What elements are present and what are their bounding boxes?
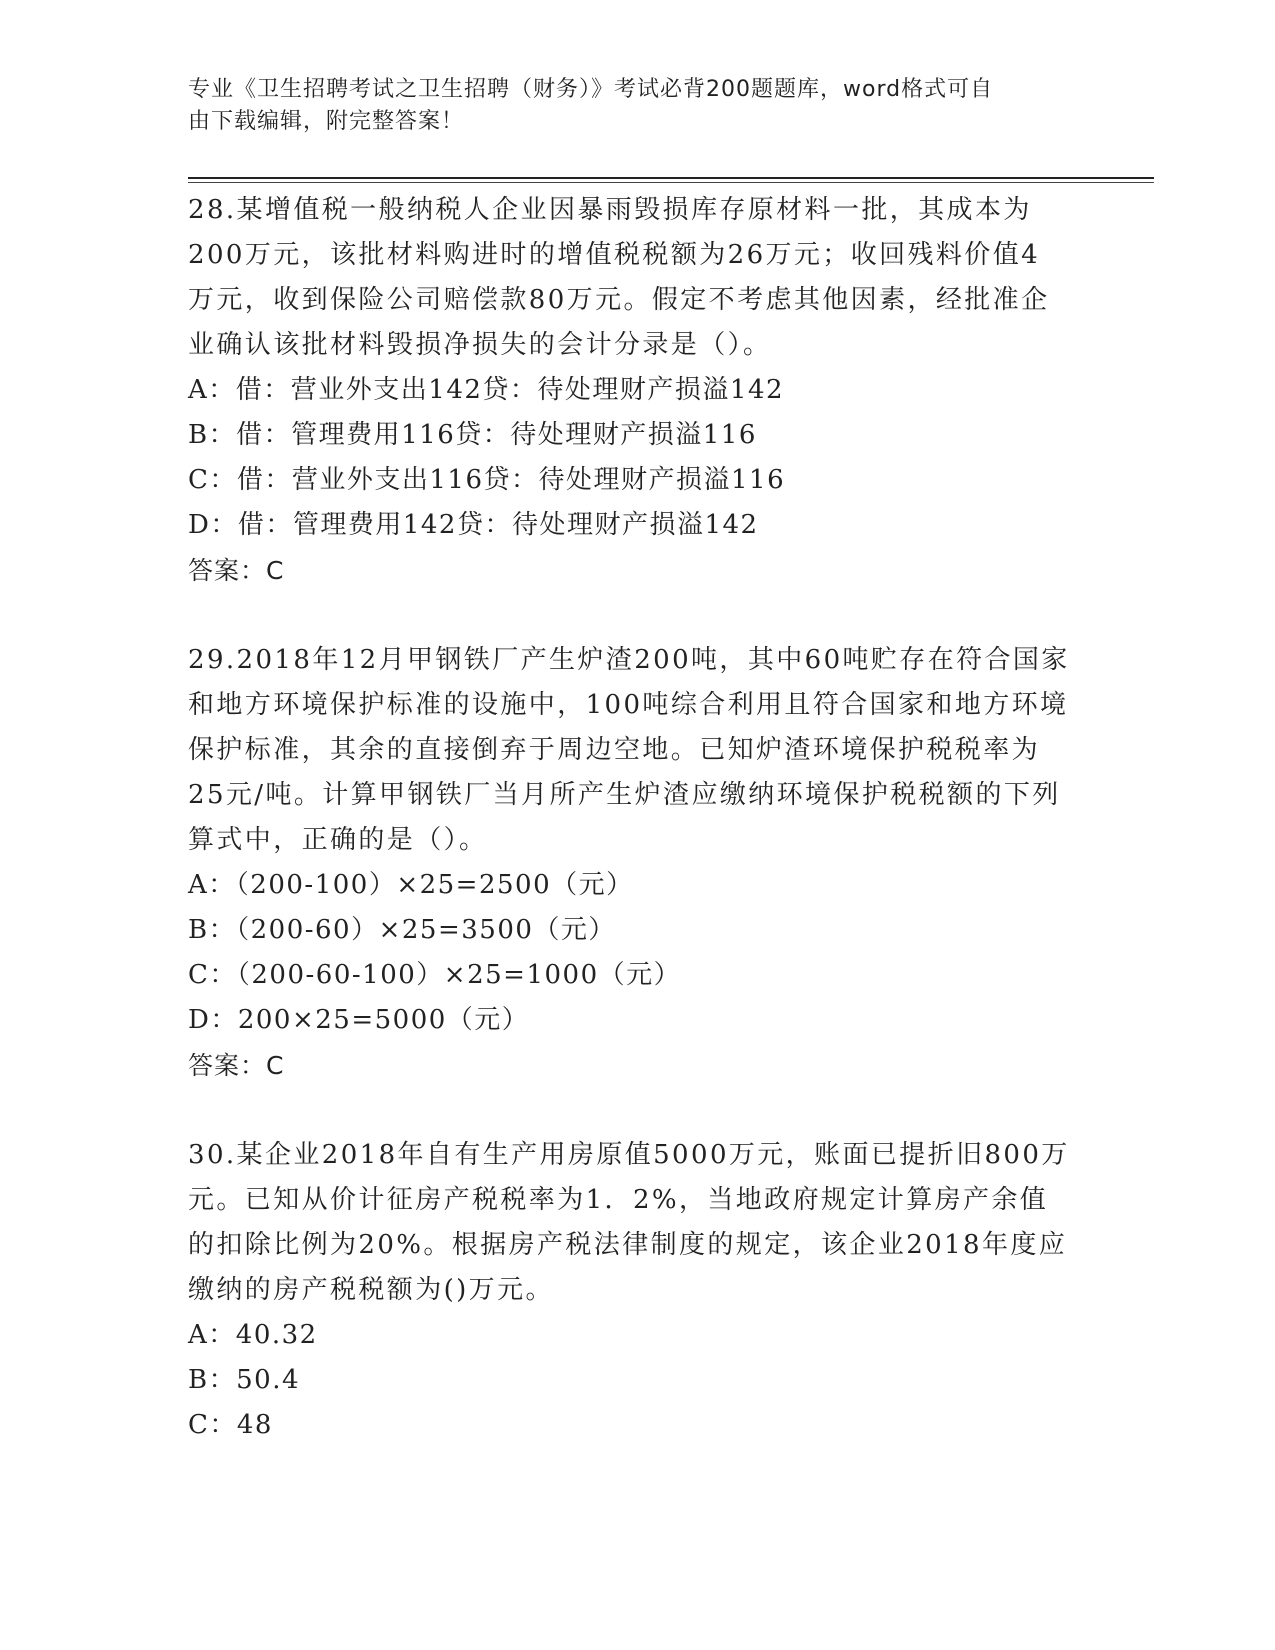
option-c: C：48 xyxy=(188,1410,273,1440)
header-divider-thin xyxy=(188,182,1154,183)
question-stem-line: 业确认该批材料毁损净损失的会计分录是（）。 xyxy=(188,330,772,360)
option-c: C：借：营业外支出116贷：待处理财产损溢116 xyxy=(188,465,786,495)
header-line-1: 专业《卫生招聘考试之卫生招聘（财务）》考试必背200题题库，word格式可自 xyxy=(188,77,994,102)
question-stem-line: 25元/吨。计算甲钢铁厂当月所产生炉渣应缴纳环境保护税税额的下列 xyxy=(188,780,1061,810)
option-b: B：（200-60）×25=3500（元） xyxy=(188,915,616,945)
spacer xyxy=(188,1088,1078,1133)
question-stem-line: 缴纳的房产税税额为()万元。 xyxy=(188,1275,554,1305)
question-stem-line: 30.某企业2018年自有生产用房原值5000万元，账面已提折旧800万 xyxy=(188,1140,1070,1170)
question-stem-line: 和地方环境保护标准的设施中，100吨综合利用且符合国家和地方环境 xyxy=(188,690,1069,720)
answer-label: 答案：C xyxy=(188,556,285,585)
question-stem-line: 28.某增值税一般纳税人企业因暴雨毁损库存原材料一批，其成本为 xyxy=(188,195,1032,225)
option-c: C：（200-60-100）×25=1000（元） xyxy=(188,960,682,990)
question-29 xyxy=(188,638,1078,1088)
option-a: A：（200-100）×25=2500（元） xyxy=(188,870,634,900)
header-line-2: 由下载编辑，附完整答案！ xyxy=(188,109,465,134)
header-divider-thick xyxy=(188,177,1154,179)
option-b: B：借：管理费用116贷：待处理财产损溢116 xyxy=(188,420,757,450)
question-stem-line: 保护标准，其余的直接倒弃于周边空地。已知炉渣环境保护税税率为 xyxy=(188,735,1041,765)
question-list xyxy=(188,188,1078,1448)
answer-label: 答案：C xyxy=(188,1051,285,1080)
question-stem-line: 万元，收到保险公司赔偿款80万元。假定不考虑其他因素，经批准企 xyxy=(188,285,1050,315)
question-28 xyxy=(188,188,1078,593)
question-stem-line: 算式中，正确的是（）。 xyxy=(188,825,488,855)
spacer xyxy=(188,593,1078,638)
option-a: A：借：营业外支出142贷：待处理财产损溢142 xyxy=(188,375,785,405)
option-d: D：200×25=5000（元） xyxy=(188,1005,530,1035)
question-stem-line: 29.2018年12月甲钢铁厂产生炉渣200吨，其中60吨贮存在符合国家 xyxy=(188,645,1070,675)
question-stem-line: 200万元，该批材料购进时的增值税税额为26万元；收回残料价值4 xyxy=(188,240,1041,270)
option-a: A：40.32 xyxy=(188,1320,318,1350)
question-30 xyxy=(188,1133,1078,1448)
option-d: D：借：管理费用142贷：待处理财产损溢142 xyxy=(188,510,759,540)
question-stem-line: 的扣除比例为20%。根据房产税法律制度的规定，该企业2018年度应 xyxy=(188,1230,1068,1260)
question-stem-line: 元。已知从价计征房产税税率为1．2%，当地政府规定计算房产余值 xyxy=(188,1185,1049,1215)
document-header xyxy=(188,74,1068,138)
option-b: B：50.4 xyxy=(188,1365,300,1395)
